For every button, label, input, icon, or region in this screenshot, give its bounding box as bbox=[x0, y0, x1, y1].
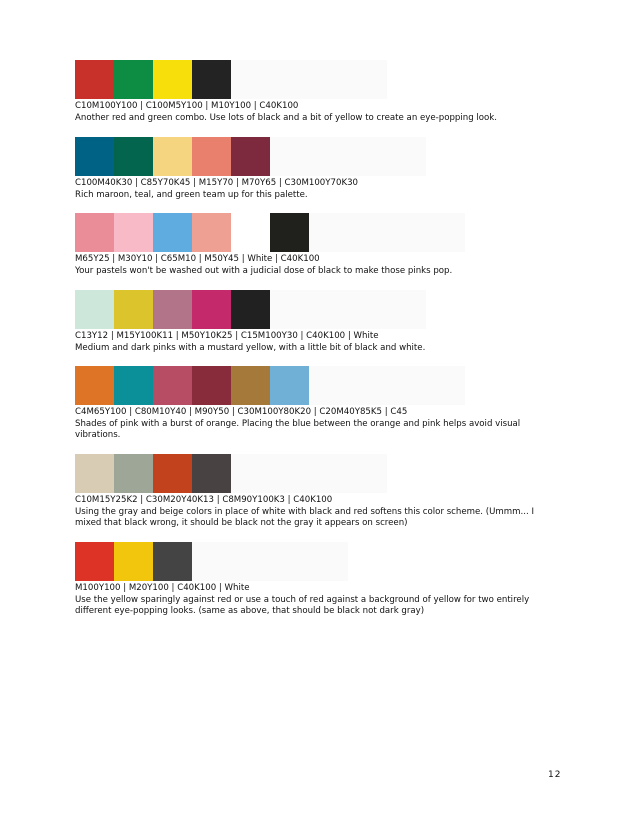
color-swatch bbox=[153, 290, 192, 329]
color-codes: C10M15Y25K2 | C30M20Y40K13 | C8M90Y100K3 | C40K100 bbox=[75, 495, 333, 505]
color-swatch bbox=[75, 542, 114, 581]
palette-description: Medium and dark pinks with a mustard yellow, with a little bit of black and white. bbox=[75, 342, 426, 353]
color-swatch bbox=[153, 60, 192, 99]
color-swatch bbox=[153, 454, 192, 493]
color-swatch bbox=[75, 60, 114, 99]
swatch-background bbox=[309, 366, 465, 405]
color-codes: C4M65Y100 | C80M10Y40 | M90Y50 | C30M100Y80K20 | C20M40Y85K5 | C45 bbox=[75, 407, 408, 417]
color-swatch bbox=[114, 60, 153, 99]
swatch-background bbox=[309, 213, 465, 252]
color-swatch bbox=[75, 366, 114, 405]
color-swatch bbox=[231, 213, 270, 252]
color-codes: C10M100Y100 | C100M5Y100 | M10Y100 | C40K100 bbox=[75, 101, 299, 111]
palette-3 bbox=[75, 213, 595, 277]
color-swatch bbox=[75, 454, 114, 493]
palette-description: Using the gray and beige colors in place of white with black and red softens this color scheme. (Ummm... I mixed that black wrong, it should be black not the gray it appears on screen) bbox=[75, 506, 534, 528]
swatch-background bbox=[231, 454, 387, 493]
color-swatch bbox=[192, 213, 231, 252]
swatch-row bbox=[75, 137, 595, 176]
color-swatch bbox=[114, 542, 153, 581]
swatch-row bbox=[75, 542, 595, 581]
color-swatch bbox=[231, 137, 270, 176]
color-swatch bbox=[114, 366, 153, 405]
color-codes: C13Y12 | M15Y100K11 | M50Y10K25 | C15M100Y30 | C40K100 | White bbox=[75, 331, 379, 341]
color-swatch bbox=[153, 542, 192, 581]
color-swatch bbox=[114, 213, 153, 252]
palette-5 bbox=[75, 366, 595, 442]
color-swatch bbox=[192, 290, 231, 329]
color-swatch bbox=[75, 137, 114, 176]
palette-description: Another red and green combo. Use lots of black and a bit of yellow to create an eye-popping look. bbox=[75, 112, 498, 123]
color-swatch bbox=[153, 137, 192, 176]
palette-1 bbox=[75, 60, 595, 124]
swatch-row bbox=[75, 366, 595, 405]
swatch-row bbox=[75, 213, 595, 252]
color-swatch bbox=[192, 137, 231, 176]
color-swatch bbox=[114, 290, 153, 329]
color-swatch bbox=[192, 454, 231, 493]
color-swatch bbox=[231, 290, 270, 329]
palette-6 bbox=[75, 454, 595, 530]
palette-description: Your pastels won't be washed out with a judicial dose of black to make those pinks pop. bbox=[75, 265, 453, 276]
color-codes: M100Y100 | M20Y100 | C40K100 | White bbox=[75, 583, 250, 593]
color-codes: C100M40K30 | C85Y70K45 | M15Y70 | M70Y65 | C30M100Y70K30 bbox=[75, 178, 359, 188]
palette-7 bbox=[75, 542, 595, 618]
swatch-background bbox=[270, 290, 426, 329]
color-swatch bbox=[192, 60, 231, 99]
palette-4 bbox=[75, 290, 595, 354]
swatch-background bbox=[231, 60, 387, 99]
color-swatch bbox=[114, 137, 153, 176]
swatch-row bbox=[75, 290, 595, 329]
color-swatch bbox=[153, 213, 192, 252]
swatch-background bbox=[192, 542, 348, 581]
color-swatch bbox=[192, 366, 231, 405]
color-codes: M65Y25 | M30Y10 | C65M10 | M50Y45 | White | C40K100 bbox=[75, 254, 320, 264]
color-swatch bbox=[270, 366, 309, 405]
palette-description: Shades of pink with a burst of orange. Placing the blue between the orange and pink helps avoid visual vibrations. bbox=[75, 418, 521, 440]
color-swatch bbox=[270, 213, 309, 252]
color-swatch bbox=[153, 366, 192, 405]
color-swatch bbox=[75, 213, 114, 252]
page-number: 12 bbox=[548, 770, 562, 780]
color-swatch bbox=[114, 454, 153, 493]
palette-2 bbox=[75, 137, 595, 201]
color-swatch bbox=[231, 366, 270, 405]
swatch-row bbox=[75, 454, 595, 493]
swatch-background bbox=[270, 137, 426, 176]
palette-description: Rich maroon, teal, and green team up for this palette. bbox=[75, 189, 308, 200]
palette-description: Use the yellow sparingly against red or use a touch of red against a background of yellow for two entirely different eye-popping looks. (same as above, that should be black not dark gray) bbox=[75, 594, 530, 616]
color-swatch bbox=[75, 290, 114, 329]
swatch-row bbox=[75, 60, 595, 99]
